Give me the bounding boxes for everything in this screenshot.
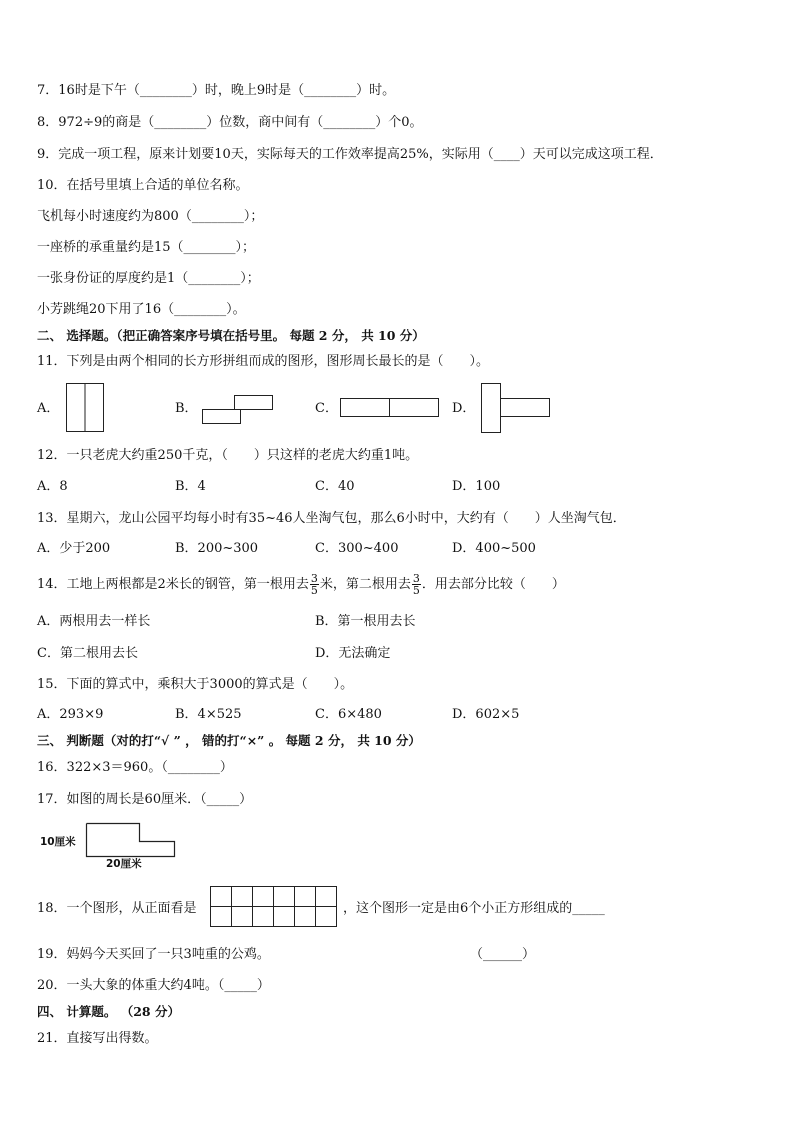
- question-10-item-b: 一座桥的承重量约是15（________）；: [37, 240, 256, 255]
- q17-figure: [86, 823, 178, 859]
- question-18-text-after: ，这个图形一定是由6个小正方形组成的_____: [343, 901, 605, 916]
- q13-option-c: C．300~400: [315, 541, 399, 556]
- q15-option-d: D．602×5: [452, 707, 520, 722]
- question-14: [37, 571, 565, 599]
- q11-option-a-label: A．: [37, 401, 60, 416]
- q14-frac1-numerator: 3: [310, 572, 318, 585]
- q14-text-3: ．用去部分比较（ ）: [421, 577, 565, 592]
- question-10-item-a: 飞机每小时速度约为800（________）；: [37, 209, 264, 224]
- q17-left-label: 10厘米: [40, 836, 76, 848]
- q11-figure-b: [202, 395, 277, 427]
- q14-frac1-denominator: 5: [310, 584, 318, 597]
- question-15: 15．下面的算式中，乘积大于3000的算式是（ ）。: [37, 677, 354, 692]
- q11-option-b-label: B．: [175, 401, 198, 416]
- q14-fraction-1: [310, 573, 319, 596]
- q18-front-view-grid: [210, 886, 340, 930]
- q11-option-d-label: D．: [452, 401, 476, 416]
- q14-text-1: 14．工地上两根都是2米长的钢管，第一根用去: [37, 577, 309, 592]
- q15-option-a: A．293×9: [37, 707, 104, 722]
- q12-option-c: C．40: [315, 479, 355, 494]
- question-10: 10．在括号里填上合适的单位名称。: [37, 178, 249, 193]
- q14-text-2: 米，第二根用去: [319, 577, 411, 592]
- q14-option-c: C．第二根用去长: [37, 646, 138, 661]
- question-21: 21．直接写出得数。: [37, 1031, 158, 1046]
- q14-frac2-denominator: 5: [412, 584, 420, 597]
- question-11: 11．下列是由两个相同的长方形拼组而成的图形，图形周长最长的是（ ）。: [37, 354, 490, 369]
- question-10-item-d: 小芳跳绳20下用了16（________）。: [37, 302, 246, 317]
- q17-bottom-label: 20厘米: [106, 858, 142, 870]
- question-7: 7．16时是下午（________）时，晚上9时是（________）时。: [37, 83, 396, 98]
- question-12: 12．一只老虎大约重250千克，（ ）只这样的老虎大约重1吨。: [37, 448, 419, 463]
- q11-figure-c: [340, 398, 442, 420]
- q14-option-a: A．两根用去一样长: [37, 614, 151, 629]
- q12-option-b: B．4: [175, 479, 206, 494]
- section-2-heading: 二、 选择题。（把正确答案序号填在括号里。 每题 2 分， 共 10 分）: [37, 328, 425, 343]
- q11-option-c-label: C．: [315, 401, 338, 416]
- q15-option-c: C．6×480: [315, 707, 382, 722]
- question-13: 13．星期六，龙山公园平均每小时有35~46人坐淘气包，那么6小时中，大约有（ ）人坐淘气包．: [37, 511, 626, 526]
- q14-fraction-2: [412, 573, 421, 596]
- q14-frac2-numerator: 3: [412, 572, 420, 585]
- q11-figure-a: [66, 383, 106, 433]
- q12-option-a: A．8: [37, 479, 68, 494]
- question-16: 16．322×3＝960。（________）: [37, 760, 233, 775]
- q11-figure-d: [481, 383, 553, 435]
- q14-option-b: B．第一根用去长: [315, 614, 416, 629]
- section-4-heading: 四、 计算题。 （28 分）: [37, 1004, 180, 1019]
- question-18-text-before: 18．一个图形，从正面看是: [37, 901, 197, 916]
- question-9: 9．完成一项工程，原来计划要10天，实际每天的工作效率提高25%，实际用（____）天可以完成这项工程．: [37, 147, 663, 162]
- question-8: 8．972÷9的商是（________）位数，商中间有（________）个0。: [37, 115, 423, 130]
- section-3-heading: 三、 判断题（对的打“√ ” ， 错的打“×” 。 每题 2 分， 共 10 分）: [37, 733, 421, 748]
- question-17: 17．如图的周长是60厘米．（_____）: [37, 792, 253, 807]
- q13-option-d: D．400~500: [452, 541, 536, 556]
- q14-option-d: D．无法确定: [315, 646, 391, 661]
- question-20: 20．一头大象的体重大约4吨。（_____）: [37, 978, 270, 993]
- q12-option-d: D．100: [452, 479, 501, 494]
- q13-option-b: B．200~300: [175, 541, 259, 556]
- q15-option-b: B．4×525: [175, 707, 242, 722]
- question-10-item-c: 一张身份证的厚度约是1（________）；: [37, 271, 260, 286]
- question-19: 19．妈妈今天买回了一只3吨重的公鸡。: [37, 947, 270, 962]
- question-19-answer-blank: （______）: [470, 947, 536, 962]
- q13-option-a: A．少于200: [37, 541, 111, 556]
